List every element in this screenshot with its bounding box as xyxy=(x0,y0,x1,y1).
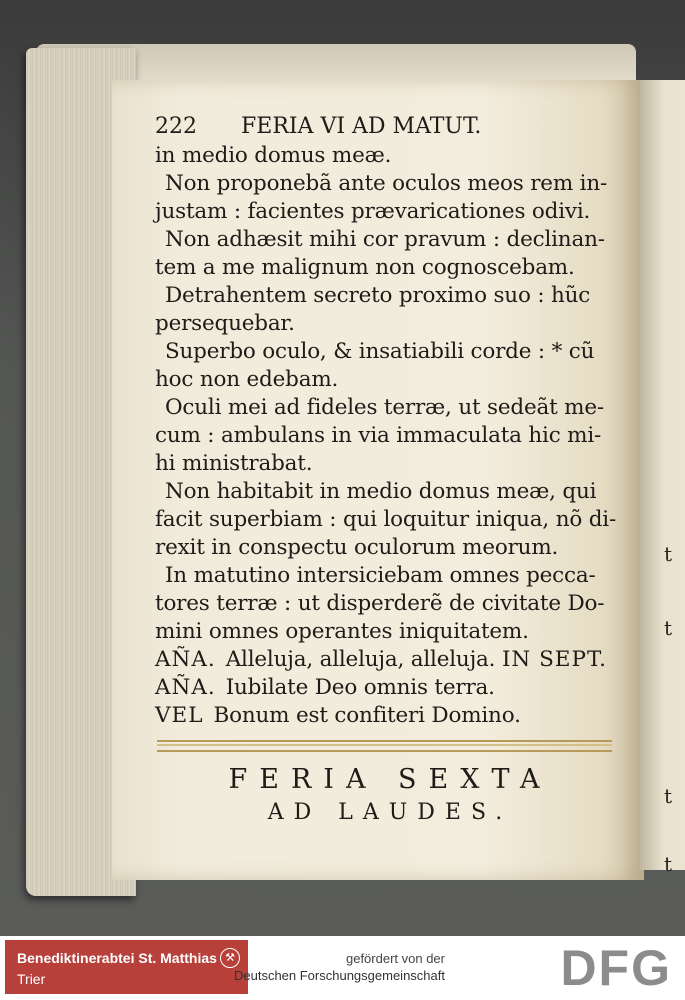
antiphon-note: IN SEPT. xyxy=(501,647,607,672)
text-line: in medio domus meæ. xyxy=(155,143,392,168)
institution-logo-icon: ⚒ xyxy=(220,948,240,968)
section-subtitle: AD LAUDES. xyxy=(267,800,513,825)
text-line: Non adhæsit mihi cor pravum : declinan- xyxy=(165,227,605,252)
antiphon-label: VEL xyxy=(155,703,204,728)
antiphon-label: AÑA. xyxy=(155,675,216,700)
text-line: tores terræ : ut disperderẽ de civitate Do- xyxy=(155,591,605,616)
text-line: justam : facientes prævaricationes odivi. xyxy=(155,199,591,224)
text-line: mini omnes operantes iniquitatem. xyxy=(155,619,529,644)
antiphon-line xyxy=(155,646,625,674)
antiphon-text: Iubilate Deo omnis terra. xyxy=(225,675,495,700)
text-line: persequebar. xyxy=(155,311,295,336)
page-text xyxy=(155,112,625,730)
text-line: Detrahentem secreto proximo suo : hũc xyxy=(165,283,591,308)
institution-city: Trier xyxy=(17,971,46,987)
running-head-title: FERIA VI AD MATUT. xyxy=(241,114,482,139)
text-line: In matutino intersiciebam omnes pecca- xyxy=(165,563,596,588)
institution-name: Benediktinerabtei St. Matthias xyxy=(17,950,217,966)
text-line: Non proponebã ante oculos meos rem in- xyxy=(165,171,608,196)
dfg-logo[interactable]: DFG xyxy=(560,940,672,996)
running-head xyxy=(155,112,625,142)
institution-badge[interactable] xyxy=(5,940,248,994)
text-line: hoc non edebam. xyxy=(155,367,339,392)
text-line: rexit in conspectu oculorum meorum. xyxy=(155,535,559,560)
text-line: Superbo oculo, & insatiabili corde : * cũ xyxy=(165,339,595,364)
facing-page-letter: t xyxy=(664,616,673,640)
funder-line-2: Deutschen Forschungsgemeinschaft xyxy=(233,968,445,983)
text-line: facit superbiam : qui loquitur iniqua, nõ di- xyxy=(155,507,617,532)
facing-page-letter: t xyxy=(664,784,673,808)
text-line: Non habitabit in medio domus meæ, qui xyxy=(165,479,597,504)
text-line: Oculi mei ad fideles terræ, ut sedeãt me- xyxy=(165,395,604,420)
page-number: 222 xyxy=(155,114,197,139)
antiphon-text: Alleluja, alleluja, alleluja. xyxy=(225,647,496,672)
antiphon-text: Bonum est confiteri Domino. xyxy=(213,703,521,728)
antiphon-label: AÑA. xyxy=(155,647,216,672)
decorative-rule xyxy=(157,740,612,752)
facing-page-letter: t xyxy=(664,542,673,566)
facing-page-letter: t xyxy=(664,852,673,876)
text-line: cum : ambulans in via immaculata hic mi- xyxy=(155,423,602,448)
text-line: tem a me malignum non cognoscebam. xyxy=(155,255,575,280)
antiphon-line xyxy=(155,674,625,702)
section-title: FERIA SEXTA xyxy=(228,764,552,795)
facing-page-edge xyxy=(640,80,685,876)
antiphon-line xyxy=(155,702,625,730)
funder-text xyxy=(234,950,445,984)
footer-bar xyxy=(0,936,685,1000)
text-line: hi ministrabat. xyxy=(155,451,313,476)
funder-line-1: gefördert von der xyxy=(345,951,445,966)
